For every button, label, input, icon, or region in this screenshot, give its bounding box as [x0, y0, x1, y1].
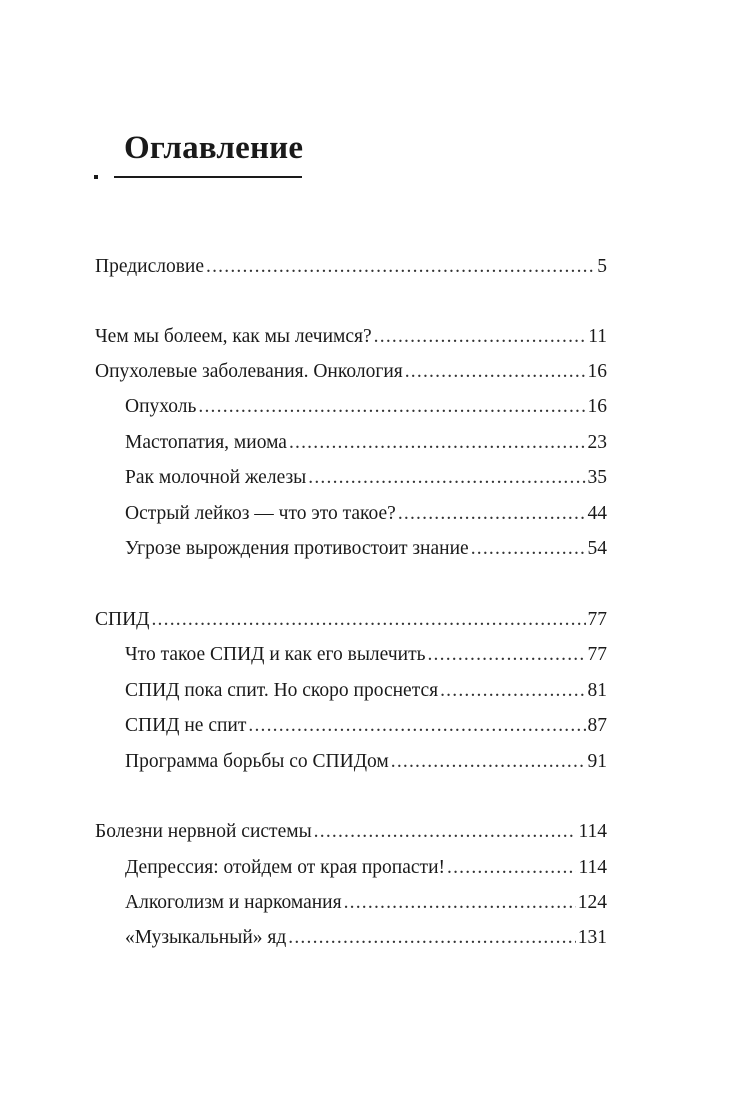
- toc-entry[interactable]: [95, 359, 607, 385]
- toc-entry-title: Алкоголизм и наркомания: [125, 892, 342, 913]
- toc-entry-title: Угрозе вырождения противостоит знание: [125, 538, 469, 559]
- toc-dot-leader: [374, 324, 587, 350]
- toc-page-number: 114: [578, 857, 607, 878]
- toc-entry-title: Программа борьбы со СПИДом: [125, 751, 389, 772]
- toc-dot-leader: [471, 536, 586, 562]
- toc-entry-title: СПИД пока спит. Но скоро проснется: [125, 680, 439, 701]
- toc-entry-title: СПИД: [95, 609, 150, 630]
- page-title: Оглавление: [124, 130, 304, 166]
- toc-entry-title: «Музыкальный» яд: [125, 927, 287, 948]
- toc-page-number: 131: [577, 927, 607, 948]
- toc-entry-title: Острый лейкоз — что это такое?: [125, 503, 396, 524]
- toc-dot-leader: [206, 254, 595, 280]
- toc-entry-title: Болезни нервной системы: [95, 821, 312, 842]
- toc-entry[interactable]: [95, 607, 607, 633]
- toc-dot-leader: [288, 925, 575, 951]
- toc-dot-leader: [344, 890, 576, 916]
- toc-page-number: 11: [588, 326, 607, 347]
- title-bullet-dot: [94, 175, 98, 179]
- toc-page-number: 91: [587, 751, 607, 772]
- toc-page-number: 77: [587, 644, 607, 665]
- toc-entry-title: Чем мы болеем, как мы лечимся?: [95, 326, 372, 347]
- toc-entry-title: Депрессия: отойдем от края пропасти!: [125, 857, 446, 878]
- toc-entry[interactable]: [95, 324, 607, 350]
- toc-dot-leader: [248, 713, 585, 739]
- toc-dot-leader: [151, 607, 585, 633]
- toc-entry-title: Предисловие: [95, 256, 205, 277]
- toc-subentry[interactable]: [125, 855, 607, 881]
- toc-page-number: 16: [587, 396, 607, 417]
- toc-entry[interactable]: [95, 819, 607, 845]
- toc-page-number: 16: [587, 361, 607, 382]
- toc-page-number: 44: [587, 503, 607, 524]
- toc-subentry[interactable]: [125, 925, 607, 951]
- toc-dot-leader: [308, 465, 585, 491]
- toc-dot-leader: [447, 855, 576, 881]
- toc-entry-title: Опухолевые заболевания. Онкология: [95, 361, 403, 382]
- toc-subentry[interactable]: [125, 430, 607, 456]
- toc-subentry[interactable]: [125, 501, 607, 527]
- toc-dot-leader: [391, 749, 586, 775]
- toc-subentry[interactable]: [125, 713, 607, 739]
- toc-subentry[interactable]: [125, 890, 607, 916]
- toc-dot-leader: [405, 359, 586, 385]
- toc-dot-leader: [398, 501, 586, 527]
- toc-page-number: 77: [587, 609, 607, 630]
- toc-entry-title: Что такое СПИД и как его вылечить: [125, 644, 426, 665]
- toc-page-number: 54: [587, 538, 607, 559]
- toc-dot-leader: [440, 678, 585, 704]
- toc-entry-title: Опухоль: [125, 396, 197, 417]
- toc-subentry[interactable]: [125, 749, 607, 775]
- toc-entry-title: СПИД не спит: [125, 715, 247, 736]
- toc-entry[interactable]: [95, 254, 607, 280]
- toc-page-number: 114: [578, 821, 607, 842]
- toc-dot-leader: [314, 819, 577, 845]
- toc-subentry[interactable]: [125, 642, 607, 668]
- toc-page-number: 23: [587, 432, 607, 453]
- title-underline: [114, 176, 302, 178]
- toc-dot-leader: [289, 430, 586, 456]
- toc-dot-leader: [427, 642, 585, 668]
- toc-subentry[interactable]: [125, 394, 607, 420]
- toc-page-number: 5: [597, 256, 607, 277]
- toc-dot-leader: [198, 394, 585, 420]
- toc-subentry[interactable]: [125, 678, 607, 704]
- toc-subentry[interactable]: [125, 536, 607, 562]
- toc-page-number: 35: [587, 467, 607, 488]
- toc-page-number: 87: [587, 715, 607, 736]
- toc-subentry[interactable]: [125, 465, 607, 491]
- toc-page-number: 81: [587, 680, 607, 701]
- toc-entry-title: Рак молочной железы: [125, 467, 307, 488]
- toc-entry-title: Мастопатия, миома: [125, 432, 287, 453]
- toc-page-number: 124: [577, 892, 607, 913]
